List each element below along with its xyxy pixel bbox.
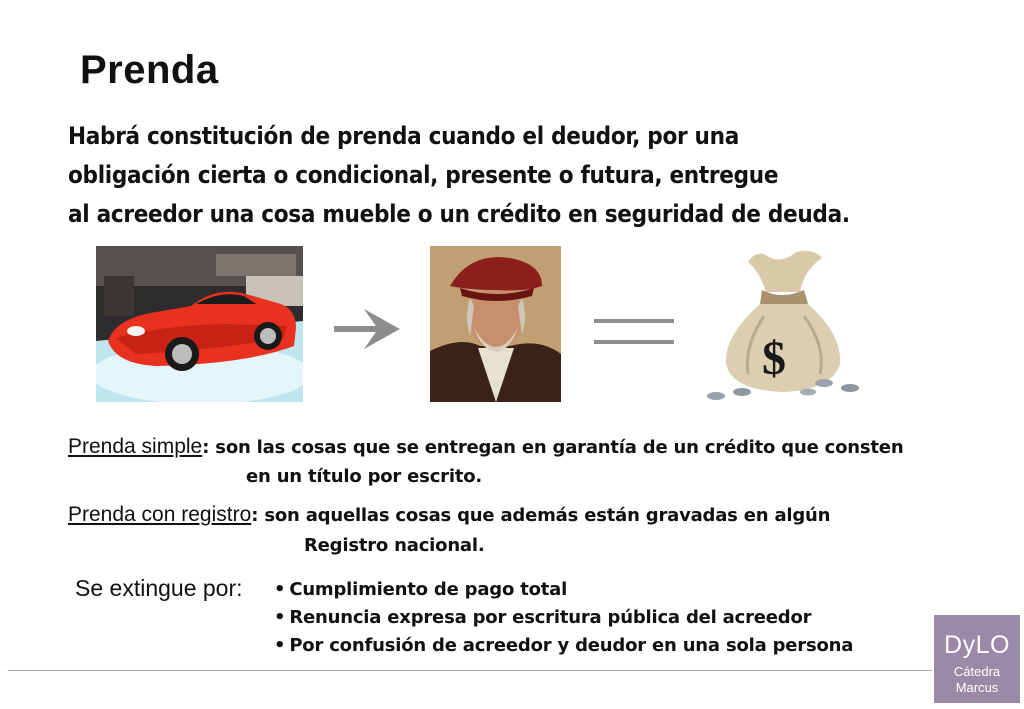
- intro-line-3: al acreedor una cosa mueble o un crédito en seguridad de deuda.: [68, 200, 850, 228]
- logo-line-1: DyLO: [944, 631, 1010, 659]
- red-car-photo: [96, 246, 303, 402]
- list-item: • Renuncia expresa por escritura pública del acreedor: [274, 604, 853, 632]
- extinction-colon: :: [236, 575, 243, 601]
- logo-line-2: Cátedra: [953, 664, 1001, 679]
- intro-paragraph: [68, 117, 1008, 234]
- money-bag-icon: [704, 246, 862, 402]
- extinction-label-text: Se extingue por: [75, 575, 237, 601]
- arrow-right-icon: [330, 305, 402, 353]
- definition-prenda-registro: [68, 501, 830, 530]
- definition-prenda-simple-continued: en un título por escrito.: [246, 466, 483, 487]
- extinction-label: [75, 575, 243, 602]
- list-item: • Por confusión de acreedor y deudor en una sola persona: [274, 632, 853, 660]
- man-portrait-image: [430, 246, 561, 402]
- intro-line-2: obligación cierta o condicional, presente o futura, entregue: [68, 161, 779, 189]
- definition-prenda-simple: [68, 433, 903, 462]
- man-portrait-photo: [430, 246, 561, 402]
- term-prenda-simple: Prenda simple: [68, 435, 203, 458]
- svg-text:$: $: [762, 332, 786, 385]
- definition-text: : son las cosas que se entregan en garantía de un crédito que consten: [202, 437, 904, 458]
- list-item: • Cumplimiento de pago total: [274, 576, 853, 604]
- extinction-list: [274, 576, 853, 660]
- definition-prenda-registro-continued: Registro nacional.: [304, 535, 485, 556]
- money-bag-image: [704, 246, 862, 402]
- definition-text: : son aquellas cosas que además están gravadas en algún: [251, 505, 831, 526]
- slide-title: Prenda: [80, 48, 219, 92]
- footer-divider: [8, 670, 932, 671]
- car-image: [96, 246, 303, 402]
- intro-line-1: Habrá constitución de prenda cuando el deudor, por una: [68, 122, 739, 150]
- term-prenda-con-registro: Prenda con registro: [68, 503, 252, 526]
- logo-line-3: Marcus: [955, 680, 999, 695]
- equals-icon: [592, 316, 676, 348]
- dylo-logo: [934, 615, 1020, 703]
